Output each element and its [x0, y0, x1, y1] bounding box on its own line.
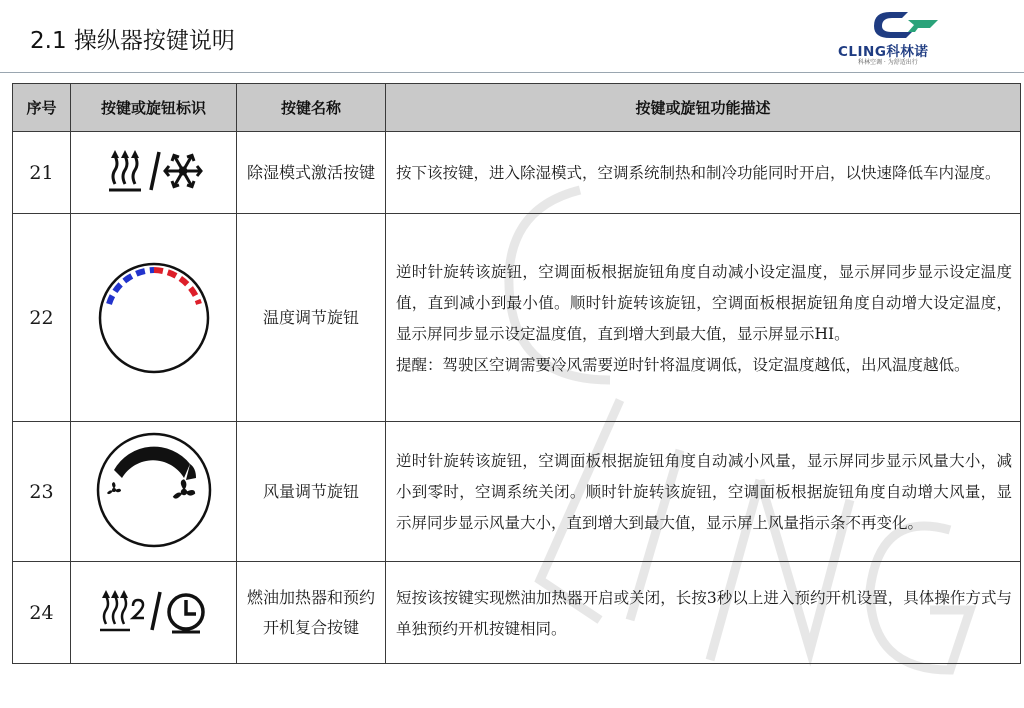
table-header-row [13, 84, 1021, 132]
header-icon: 按键或旋钮标识 [71, 84, 237, 132]
row-icon-cell [71, 132, 237, 214]
logo-tagline: 科林空调 · 为舒适出行 [858, 59, 918, 66]
row-desc-text: 逆时针旋转该旋钮，空调面板根据旋钮角度自动减小设定温度，显示屏同步显示设定温度值，直到减小到最小值。顺时针旋转该旋钮，空调面板根据旋钮角度自动增大设定温度，显示屏同步显示设定温度值，直到增大到最大值，显示屏显示HI。 [396, 262, 1012, 343]
heater-timer-icon [94, 586, 214, 636]
row-desc [386, 214, 1021, 422]
temperature-knob-icon [94, 256, 214, 376]
dehumidify-icon [99, 146, 209, 196]
row-icon-cell [71, 214, 237, 422]
row-name: 温度调节旋钮 [237, 214, 386, 422]
row-num: 24 [13, 562, 71, 664]
table-row [13, 422, 1021, 562]
row-num: 23 [13, 422, 71, 562]
row-icon-cell [71, 562, 237, 664]
row-desc-text: 逆时针旋转该旋钮，空调面板根据旋钮角度自动减小风量，显示屏同步显示风量大小，减小到零时，空调系统关闭。顺时针旋转该旋钮，空调面板根据旋钮角度自动增大风量，显示屏同步显示风量大小，直到增大到最大值，显示屏上风量指示条不再变化。 [396, 452, 1012, 532]
fan-knob-icon [92, 428, 216, 552]
row-desc [386, 562, 1021, 664]
row-desc-text: 短按该按键实现燃油加热器开启或关闭，长按3秒以上进入预约开机设置，具体操作方式与单独预约开机按键相同。 [396, 588, 1012, 638]
header-desc: 按键或旋钮功能描述 [386, 84, 1021, 132]
row-desc-note: 提醒：驾驶区空调需要冷风需要逆时针将温度调低，设定温度越低，出风温度越低。 [396, 355, 970, 374]
header-num: 序号 [13, 84, 71, 132]
row-desc-text: 按下该按键，进入除湿模式，空调系统制热和制冷功能同时开启，以快速降低车内湿度。 [396, 164, 1001, 182]
table-row [13, 214, 1021, 422]
logo-text: CLING科林诺 [838, 44, 929, 60]
row-desc [386, 422, 1021, 562]
row-num: 22 [13, 214, 71, 422]
table-row [13, 562, 1021, 664]
row-icon-cell [71, 422, 237, 562]
row-desc [386, 132, 1021, 214]
row-name: 风量调节旋钮 [237, 422, 386, 562]
row-name: 燃油加热器和预约开机复合按键 [237, 562, 386, 664]
page-title: 2.1 操纵器按键说明 [30, 28, 235, 54]
row-name: 除湿模式激活按键 [237, 132, 386, 214]
table-row [13, 132, 1021, 214]
key-description-table [12, 83, 1021, 664]
header-divider [0, 72, 1024, 73]
header-name: 按键名称 [237, 84, 386, 132]
row-num: 21 [13, 132, 71, 214]
